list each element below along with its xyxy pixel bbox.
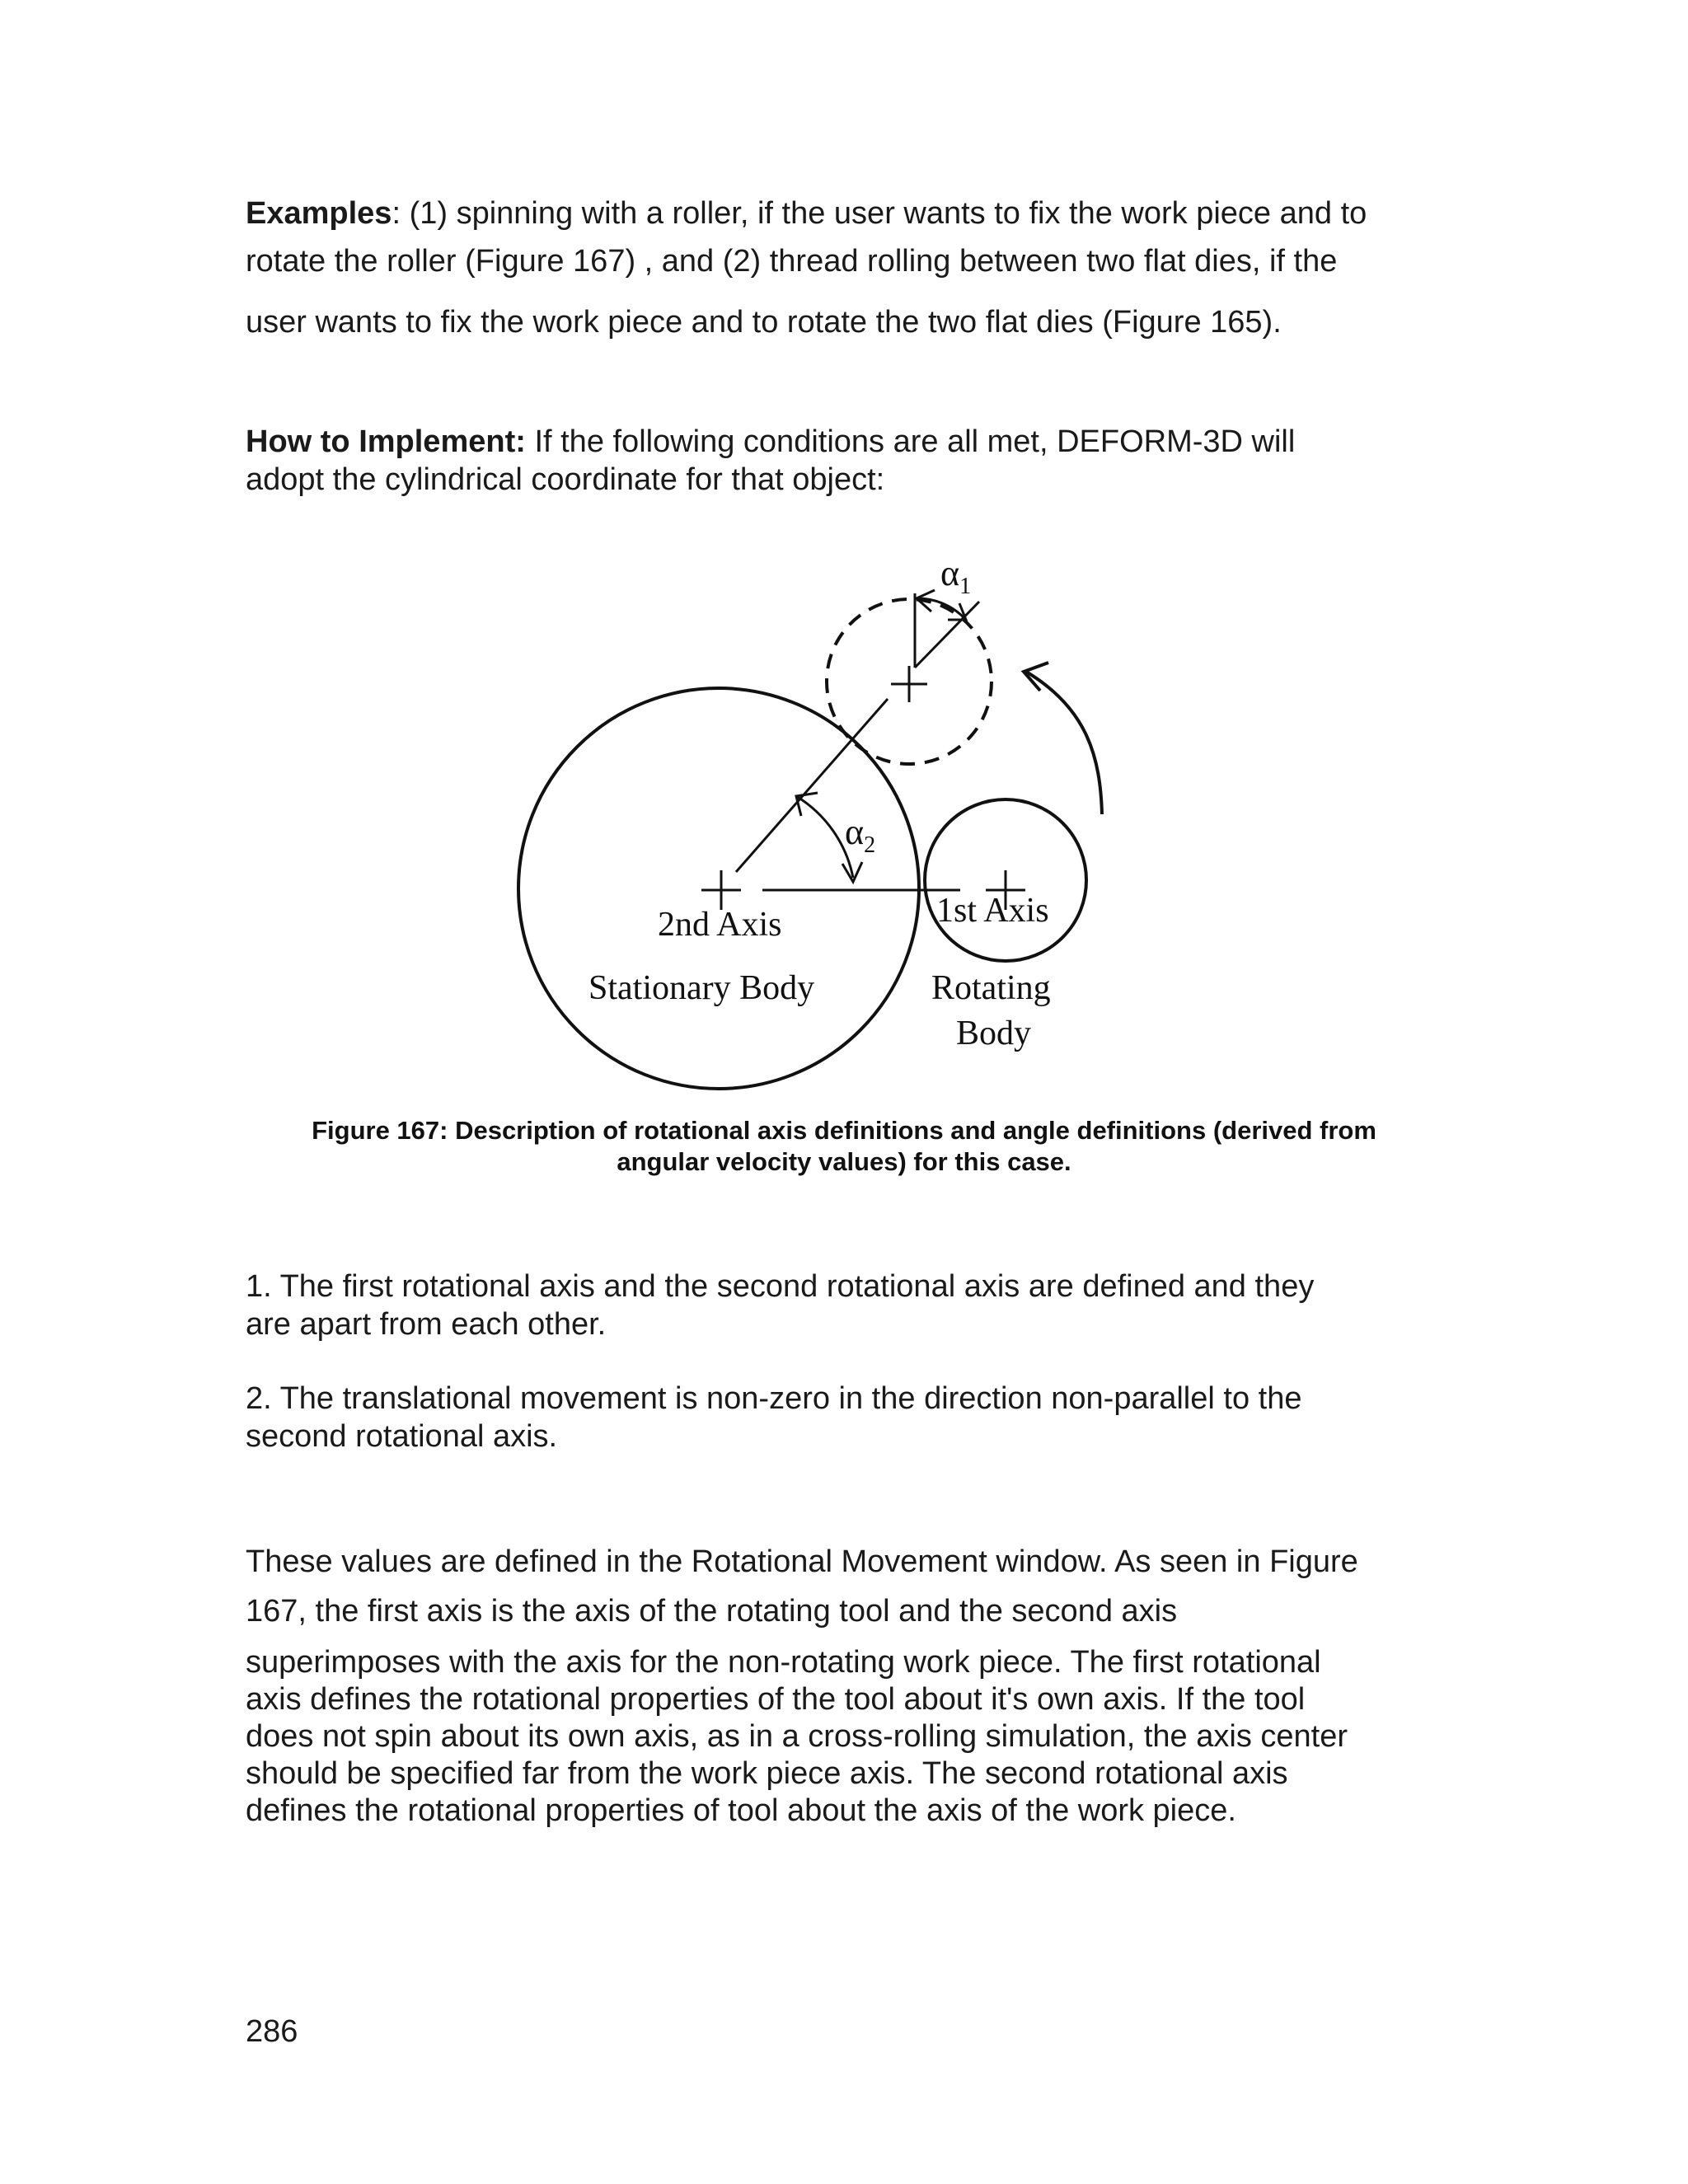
paragraph-line-4: axis defines the rotational properties of the tool about it's own axis. If the tool [246,1682,1306,1717]
paragraph-line-7: defines the rotational properties of tool about the axis of the work piece. [246,1793,1236,1828]
page-number: 286 [246,2014,298,2049]
paragraph-line-6: should be specified far from the work piece axis. The second rotational axis [246,1756,1288,1791]
examples-line-3: user wants to fix the work piece and to rotate the two flat dies (Figure 165). [246,305,1282,340]
second-axis-label: 2nd Axis [658,906,782,944]
implement-line-2: adopt the cylindrical coordinate for that object: [246,462,885,497]
second-axis-cross-icon [701,870,741,910]
condition-1-line-2: are apart from each other. [246,1307,607,1342]
condition-2-line-2: second rotational axis. [246,1419,558,1454]
alpha2-label: $\alpha_2$ [845,812,876,858]
examples-label: Examples [246,196,392,231]
figure-caption-line-1: Figure 167: Description of rotational axis definitions and angle definitions (derived from [312,1116,1376,1145]
rotating-label-2: Body [956,1015,1032,1052]
alpha1-label: $\alpha_1$ [940,553,972,599]
paragraph-line-3: superimposes with the axis for the non-rotating work piece. The first rotational [246,1645,1321,1680]
rotation-curved-arrow [1026,672,1102,814]
figure-caption-line-2: angular velocity values) for this case. [617,1147,1071,1176]
examples-line-2: rotate the roller (Figure 167) , and (2) thread rolling between two flat dies, if the [246,244,1338,279]
paragraph-line-2: 167, the first axis is the axis of the rotating tool and the second axis [246,1594,1178,1629]
paragraph-line-5: does not spin about its own axis, as in a cross-rolling simulation, the axis center [246,1719,1348,1754]
condition-2-line-1: 2. The translational movement is non-zero in the direction non-parallel to the [246,1381,1302,1416]
first-axis-label: 1st Axis [936,892,1049,930]
examples-text-1: : (1) spinning with a roller, if the user wants to fix the work piece and to [392,196,1367,231]
rotating-label-1: Rotating [931,969,1051,1007]
implement-text-1: If the following conditions are all met, DEFORM-3D will [525,424,1296,459]
condition-1-line-1: 1. The first rotational axis and the second rotational axis are defined and they [246,1269,1315,1304]
paragraph-line-1: These values are defined in the Rotational Movement window. As seen in Figure [246,1544,1358,1579]
stationary-body-label: Stationary Body [588,969,815,1007]
rotated-axis-cross-icon [891,666,927,702]
implement-label: How to Implement: [246,424,526,459]
